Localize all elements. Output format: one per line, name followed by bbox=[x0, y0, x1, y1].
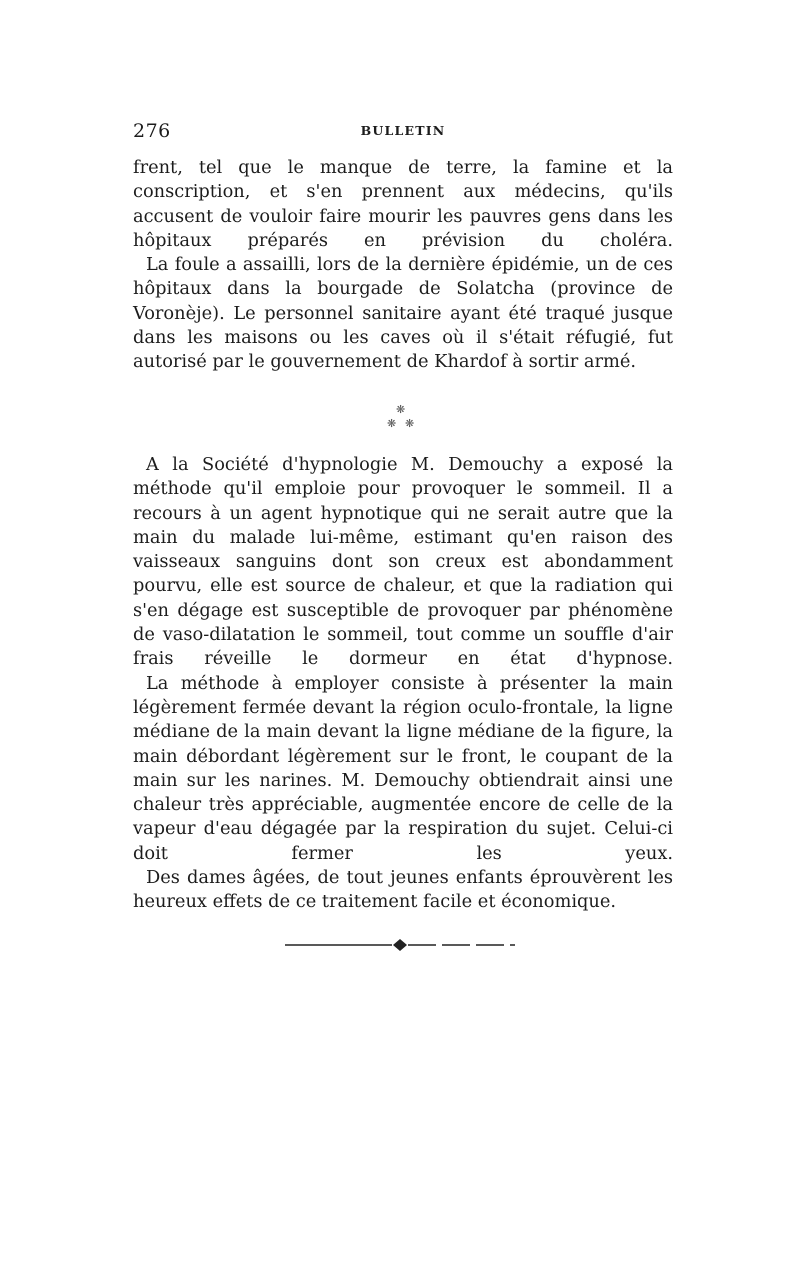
text-block-hypnologie bbox=[133, 453, 673, 915]
asterism-star-right: ❋ bbox=[405, 417, 415, 430]
paragraph-solatcha: La foule a assailli, lors de la dernière épidémie, un de ces hôpitaux dans la bourgade de Solatcha (province de Voronèje). Le personnel sanitaire ayant été traqué jusque dans les maisons ou les caves où il s'était réfugié, fut autorisé par le gouvernement de Khardof à sortir armé. bbox=[133, 254, 673, 373]
paragraph-effets: Des dames âgées, de tout jeunes enfants éprouvèrent les heureux effets de ce traitement facile et économique. bbox=[133, 867, 673, 913]
page-number: 276 bbox=[133, 120, 171, 142]
paragraph-continued: frent, tel que le manque de terre, la famine et la conscription, et s'en prennent aux médecins, qu'ils accusent de vouloir faire mourir les pauvres gens dans les hôpitaux préparés en prévision du choléra. bbox=[133, 157, 673, 251]
paragraph-demouchy: A la Société d'hypnologie M. Demouchy a exposé la méthode qu'il emploie pour provoquer le sommeil. Il a recours à un agent hypnotique qui ne serait autre que la main du malade lui-même, estimant qu'en raison des vaisseaux sanguins dont son creux est abondamment pourvu, elle est source de chaleur, et que la radiation qui s'en dégage est susceptible de provoquer par phénomène de vaso-dilatation le sommeil, tout comme un souffle d'air frais réveille le dormeur en état d'hypnose. bbox=[133, 454, 673, 670]
asterism-star-top: ❋ bbox=[396, 403, 406, 416]
diamond-rule-icon bbox=[285, 937, 515, 953]
text-block-cholera bbox=[133, 156, 673, 375]
asterism-ornament bbox=[380, 404, 420, 434]
asterism-star-left: ❋ bbox=[387, 417, 397, 430]
running-title: BULLETIN bbox=[360, 123, 446, 138]
end-ornament-rule bbox=[285, 937, 515, 953]
paragraph-methode: La méthode à employer consiste à présenter la main légèrement fermée devant la région oculo-frontale, la ligne médiane de la main devant la ligne médiane de la figure, la main débordant légèrement sur le front, le coupant de la main sur les narines. M. Demouchy obtiendrait ainsi une chaleur très appréciable, augmentée encore de celle de la vapeur d'eau dégagée par la respiration du sujet. Celui-ci doit fermer les yeux. bbox=[133, 672, 673, 864]
running-head bbox=[133, 120, 673, 144]
